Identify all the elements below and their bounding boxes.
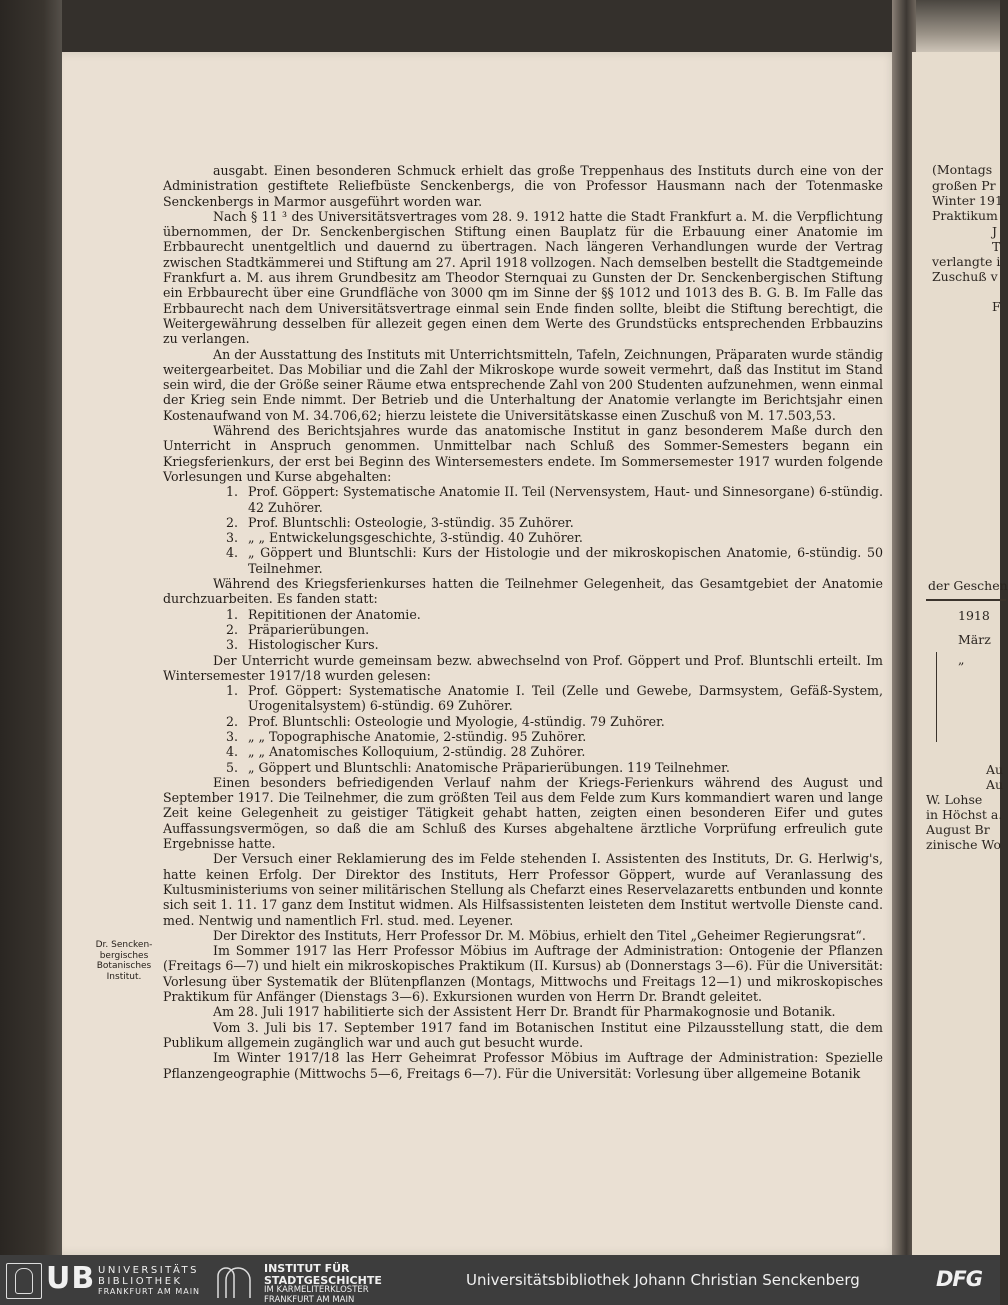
page-body [163,163,883,1081]
ferien-course-list [163,607,883,653]
table-cell: „ [958,652,965,667]
viewer-footer [0,1255,1000,1305]
left-scan-edge [0,0,62,1255]
list-item: 3. „ „ Entwickelungsgeschichte, 3-stündig. 40 Zuhörer. [226,530,583,546]
isg-logo-icon[interactable] [214,1262,254,1298]
next-page-line: W. Lohse [926,792,983,807]
next-page-line: (Montags [932,162,993,177]
table-cell: 1918 [958,608,990,623]
next-page-line: Praktikum [932,208,998,223]
paragraph: An der Ausstattung des Instituts mit Unterrichtsmitteln, Tafeln, Zeichnungen, Präparaten wurde ständig weitergearbeitet. Das Mobiliar und die Zahl der Mikroskope wurde soweit vermehrt, daß das Institut im Stand sein wird, die der Größe seiner Räume etwa entsprechende Zahl von 200 Studenten aufzunehmen, wenn einmal der Krieg sein Ende nimmt. Der Betrieb und die Unterhaltung der Anatomie verlangte im Berichtsjahr einen Kostenaufwand von M. 34.706,62; hierzu leistete die Universitätskasse einen Zuschuß von M. 17.503,53. [163,346,883,423]
ub-name[interactable]: UNIVERSITÄTS BIBLIOTHEK FRANKFURT AM MAIN [98,1265,201,1296]
next-page-line: T [992,239,1001,254]
next-page-line: Au [986,777,1004,792]
list-item: 3. „ „ Topographische Anatomie, 2-stündig. 95 Zuhörer. [226,728,587,744]
list-item: 1. Prof. Göppert: Systematische Anatomie II. Teil (Nervensystem, Haut- und Sinnesorgane) 6-stündig. 42 Zuhörer. [226,484,883,515]
list-item: 1. Repititionen der Anatomie. [226,606,421,622]
next-page-line: der Geschen [928,578,1008,593]
list-item: 2. Präparierübungen. [226,621,370,637]
next-page-line: in Höchst a. [926,807,1003,822]
next-page-line: Au [986,762,1004,777]
list-item: 2. Prof. Bluntschli: Osteologie und Myologie, 4-stündig. 79 Zuhörer. [226,713,665,729]
next-page-line: August Br [926,822,990,837]
ub-logo-icon[interactable] [6,1263,42,1299]
list-item: 3. Histologischer Kurs. [226,637,379,653]
paragraph: Vom 3. Juli bis 17. September 1917 fand im Botanischen Institut eine Pilzausstellung statt, die dem Publikum allgemein zugänglich war und auch gut besucht wurde. [163,1019,883,1050]
library-name[interactable]: Universitätsbibliothek Johann Christian Senckenberg [466,1271,860,1289]
paragraph: Nach § 11 ³ des Universitätsvertrages vom 28. 9. 1912 hatte die Stadt Frankfurt a. M. die Verpflichtung übernommen, der Dr. Senckenbergischen Stiftung einen Bauplatz für die Erbauung einer Anatomie im Erbbaurecht unentgeltlich und dauernd zu übertragen. Nach längeren Verhandlungen wurde der Vertrag zwischen Stadtkämmerei und Stiftung am 27. April 1918 vollzogen. Nach demselben bestellt die Stadtgemeinde Frankfurt a. M. aus ihrem Grundbesitz am Theodor Sternquai zu Gunsten der Dr. Senckenbergischen Stiftung ein Erbbaurecht über eine Grundfläche von 3000 qm im Sinne der §§ 1012 und 1013 des B. G. B. Im Falle das Erbbaurecht nach dem Universitätsvertrage einmal sein Ende finden sollte, bleibt die Stiftung berechtigt, die Weitergewährung desselben für allezeit gegen einen dem Werte des Grundstücks entsprechenden Erbbauzins zu verlangen. [163,208,883,347]
paragraph: Der Direktor des Instituts, Herr Professor Dr. M. Möbius, erhielt den Titel „Geheimer Regierungsrat“. [213,927,866,943]
next-page-line: F [992,299,1001,314]
paragraph: Im Sommer 1917 las Herr Professor Möbius im Auftrage der Administration: Ontogenie der Pflanzen (Freitags 6—7) und hielt ein mikroskopisches Praktikum (II. Kursus) ab (Donnerstags 3—6). Für die Universität: Vorlesung über Systematik der Blütenpflanzen (Montags, Mittwochs und Freitags 12—1) und mikroskopisches Praktikum für Anfänger (Dienstags 3—6). Exkursionen wurden von Herrn Dr. Brandt geleitet. [163,943,883,1005]
next-page-fragment [912,52,1008,1255]
margin-note: Dr. Sencken- bergisches Botanisches Institut. [95,940,153,982]
next-page-line: großen Pr [932,178,996,193]
next-page-line: Zuschuß v [932,269,998,284]
table-rule [926,599,1006,601]
isg-name[interactable]: INSTITUT FÜR STADTGESCHICHTE IM KARMELITERKLOSTER FRANKFURT AM MAIN [264,1262,382,1305]
list-item: 5. „ Göppert und Bluntschli: Anatomische Präparierübungen. 119 Teilnehmer. [226,759,730,775]
list-item: 1. Prof. Göppert: Systematische Anatomie I. Teil (Zelle und Gewebe, Darmsystem, Gefäß-System, Urogenitalsystem) 6-stündig. 69 Zuhörer. [226,683,883,714]
next-page-line: Winter 191 [932,193,1003,208]
paragraph: Am 28. Juli 1917 habilitierte sich der Assistent Herr Dr. Brandt für Pharmakognosie und Botanik. [213,1004,836,1020]
table-rule [936,652,937,742]
list-item: 4. „ Göppert und Bluntschli: Kurs der Histologie und der mikroskopischen Anatomie, 6-stündig. 50 Teilnehmer. [226,545,883,576]
winter-course-list [163,683,883,775]
next-page-top-edge [912,0,1000,56]
paragraph: Der Unterricht wurde gemeinsam bezw. abwechselnd von Prof. Göppert und Prof. Bluntschli erteilt. Im Wintersemester 1917/18 wurden gelesen: [163,652,883,683]
table-cell: März [958,632,991,647]
list-item: 4. „ „ Anatomisches Kolloquium, 2-stündig. 28 Zuhörer. [226,744,586,760]
summer-course-list [163,484,883,576]
paragraph: Einen besonders befriedigenden Verlauf nahm der Kriegs-Ferienkurs während des August und September 1917. Die Teilnehmer, die zum größten Teil aus dem Felde zum Kurs kommandiert waren und lange Zeit keine Gelegenheit zu geistiger Tätigkeit gehabt hatten, zeigten einen besonderen Eifer und gutes Auffassungsvermögen, so daß die am Schluß des Kurses abgehaltene ärztliche Vorprüfung erfreulich gute Ergebnisse hatte. [163,774,883,852]
paragraph: Während des Berichtsjahres wurde das anatomische Institut in ganz besonderem Maße durch den Unterricht in Anspruch genommen. Unmittelbar nach Schluß des Sommer-Semesters begann ein Kriegsferienkurs, der erst bei Beginn des Wintersemesters endete. Im Sommersemester 1917 wurden folgende Vorlesungen und Kurse abgehalten: [163,423,883,484]
next-page-line: zinische Wo [926,837,1001,852]
paragraph: Der Versuch einer Reklamierung des im Felde stehenden I. Assistenten des Instituts, Dr. G. Herlwig's, hatte keinen Erfolg. Der Direktor des Instituts, Herr Professor Göppert, wurde auf Veranlassung des Kultusministeriums von seiner militärischen Stellung als Chefarzt eines Reservelazaretts entbunden und konnte sich seit 1. 11. 17 ganz dem Institut widmen. Als Hilfsassistenten leisteten dem Institut wertvolle Dienste cand. med. Nentwig und namentlich Frl. stud. med. Leyener. [163,851,883,928]
list-item: 2. Prof. Bluntschli: Osteologie, 3-stündig. 35 Zuhörer. [226,514,574,530]
paragraph: Während des Kriegsferienkurses hatten die Teilnehmer Gelegenheit, das Gesamtgebiet der Anatomie durchzuarbeiten. Es fanden statt: [163,576,883,607]
ub-wordmark[interactable]: UB [46,1261,96,1296]
paragraph: ausgabt. Einen besonderen Schmuck erhielt das große Treppenhaus des Instituts durch eine von der Administration gestiftete Reliefbüste Senckenbergs, die von Professor Hausmann nach der Totenmaske Senckenbergs in Marmor ausgeführt worden war. [163,163,883,209]
paragraph: Im Winter 1917/18 las Herr Geheimrat Professor Möbius im Auftrage der Administration: Spezielle Pflanzengeographie (Mittwochs 5—6, Freitags 6—7). Für die Universität: Vorlesung über allgemeine Botanik [163,1050,883,1081]
next-page-line: verlangte i [932,254,1001,269]
dfg-logo[interactable]: DFG [936,1267,983,1291]
next-page-line: J [992,224,998,239]
